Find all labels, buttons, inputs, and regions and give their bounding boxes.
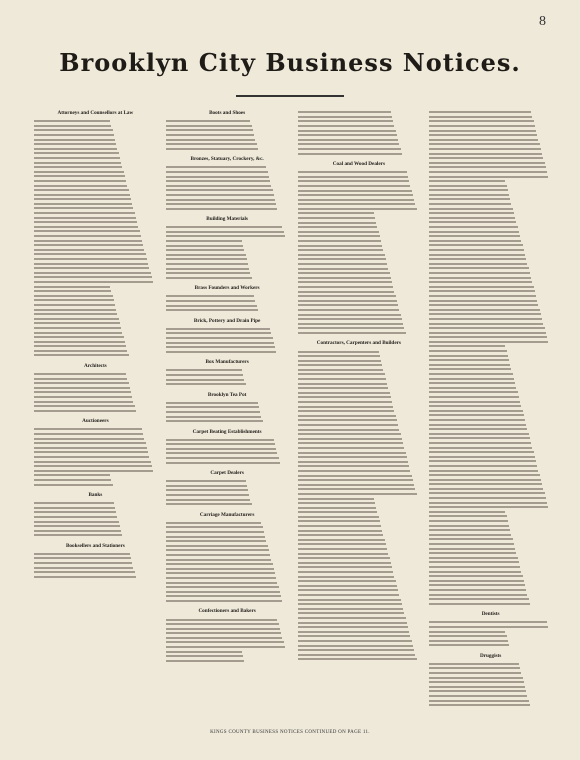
listing-entry — [429, 505, 552, 510]
listing-entry — [429, 602, 552, 607]
listing-entry — [298, 170, 421, 175]
listing-entry — [298, 455, 421, 460]
section-heading: Bronzes, Statuary, Crockery, &c. — [190, 156, 264, 163]
section-heading: Banks — [88, 491, 103, 498]
section-heading: Contractors, Carpenters and Builders — [316, 340, 401, 347]
title-rule — [236, 95, 344, 97]
listing-entry — [166, 225, 289, 230]
listing-entry — [166, 207, 289, 212]
listing-entry — [429, 335, 552, 340]
listing-entry — [166, 585, 289, 590]
listing-entry — [429, 473, 552, 478]
section-heading: Carpet Beating Establishments — [192, 428, 262, 435]
listing-entry — [166, 460, 289, 465]
listing-entry — [166, 659, 289, 664]
listing-entry — [298, 331, 421, 336]
section-heading: Architects — [84, 362, 107, 369]
listing-entry — [166, 276, 289, 281]
listing-entry — [166, 631, 289, 636]
listing-entry — [298, 151, 421, 156]
listing-entry — [298, 657, 421, 662]
listing-entry — [166, 308, 289, 313]
listing-entry — [166, 147, 289, 152]
section-heading: Carriage Manufacturers — [199, 511, 255, 518]
listing-entry — [34, 353, 157, 358]
listing-entry — [166, 202, 289, 207]
listing-entry — [166, 622, 289, 627]
section-heading: Brooklyn Tea Pot — [207, 391, 247, 398]
section-heading: Brick, Pottery and Drain Pipe — [193, 317, 261, 324]
section-heading: Attorneys and Counsellors at Law — [57, 110, 134, 116]
listing-entry — [298, 625, 421, 630]
listing-entry — [298, 478, 421, 483]
listing-entry — [166, 350, 289, 355]
listing-entry — [166, 345, 289, 350]
section-heading: Auctioneers — [82, 418, 109, 425]
section-heading: Box Manufacturers — [205, 359, 249, 366]
notice-columns — [34, 110, 552, 722]
section-heading: Confectioners and Bakers — [198, 608, 256, 615]
listing-entry — [429, 482, 552, 487]
listing-entry — [166, 442, 289, 447]
listing-entry — [34, 482, 157, 487]
column-3 — [298, 110, 421, 722]
listing-entry — [298, 202, 421, 207]
column-1 — [34, 110, 157, 722]
listing-entry — [429, 133, 552, 138]
listing-entry — [34, 441, 157, 446]
listing-entry — [166, 599, 289, 604]
listing-entry — [166, 502, 289, 507]
listing-entry — [34, 575, 157, 580]
listing-entry — [298, 193, 421, 198]
listing-entry — [429, 326, 552, 331]
listing-entry — [429, 156, 552, 161]
listing-entry — [166, 419, 289, 424]
section-heading: Dentists — [481, 611, 500, 618]
section-heading: Coal and Wood Dealers — [332, 160, 385, 167]
section-heading: Building Materials — [206, 216, 248, 223]
listing-entry — [429, 643, 552, 648]
listing-entry — [34, 533, 157, 538]
listing-entry — [34, 409, 157, 414]
listing-entry — [429, 703, 552, 708]
page-title: Brooklyn City Business Notices. — [59, 48, 521, 77]
section-heading: Boots and Shoes — [209, 110, 246, 116]
column-2 — [166, 110, 289, 722]
listing-entry — [34, 464, 157, 469]
listing-entry — [429, 303, 552, 308]
page-number: 8 — [539, 14, 546, 29]
listing-entry — [166, 382, 289, 387]
listing-entry — [298, 648, 421, 653]
continuation-footer: KINGS COUNTY BUSINESS NOTICES CONTINUED ON PAGE 11. — [210, 730, 370, 735]
section-heading: Druggists — [479, 652, 502, 659]
listing-entry — [166, 562, 289, 567]
listing-entry — [34, 243, 157, 248]
section-heading: Booksellers and Stationers — [65, 542, 125, 549]
listing-entry — [34, 266, 157, 271]
section-heading: Brass Founders and Workers — [194, 285, 260, 292]
column-4 — [429, 110, 552, 722]
section-heading: Carpet Dealers — [210, 470, 244, 477]
